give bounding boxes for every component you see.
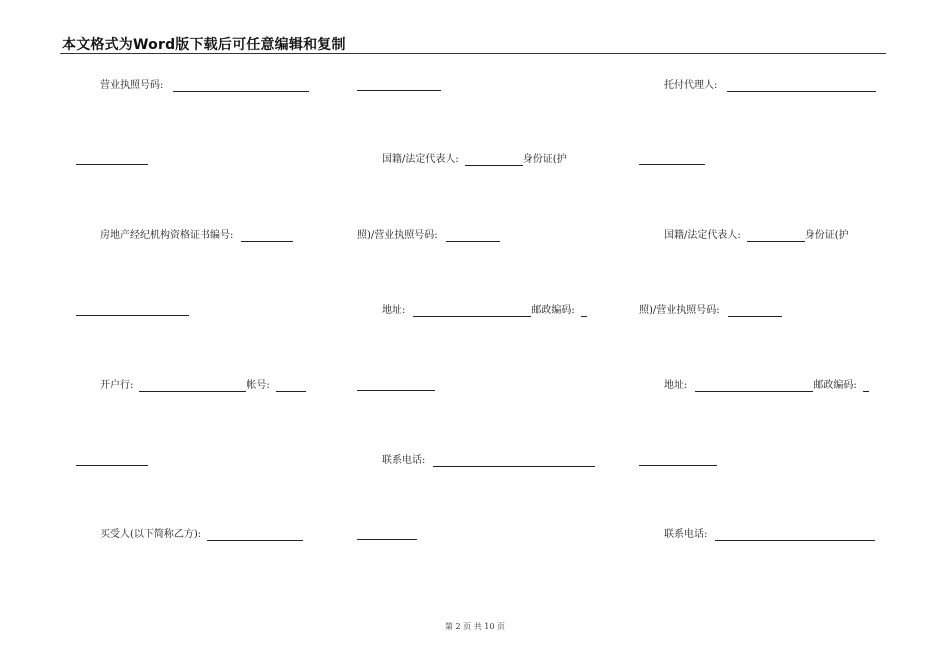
account-continuation [76,455,148,466]
col3-postcode-blank-continued[interactable] [639,455,717,466]
col2-address-blank[interactable] [413,306,531,317]
col3-id-label: 身份证(护 [804,230,849,241]
col2-id-label: 身份证(护 [522,154,567,165]
account-label: 帐号: [246,380,270,391]
license-number-continuation [76,154,148,165]
col3-phone-field [664,529,875,541]
col3-address-blank[interactable] [695,381,813,392]
agency-cert-blank-continued[interactable] [76,305,189,316]
col3-agent-blank[interactable] [727,81,876,92]
agency-cert-label: 房地产经纪机构资格证书编号: [100,230,234,241]
license-number-blank-continued[interactable] [76,154,148,165]
col3-passport-license-label: 照)/营业执照号码: [639,305,720,316]
col2-phone-field [382,455,595,467]
account-blank-continued[interactable] [76,455,148,466]
bank-account-field [100,380,306,392]
bank-label: 开户行: [100,380,134,391]
col2-phone-label: 联系电话: [382,455,426,466]
col3-phone-label: 联系电话: [664,529,708,540]
col3-address-field [664,380,869,392]
agency-cert-continuation [76,305,189,316]
bank-blank[interactable] [139,381,246,392]
col2-nationality-label: 国籍/法定代表人: [382,154,459,165]
col3-nationality-field [664,230,849,242]
license-number-label: 营业执照号码: [100,80,164,91]
agency-cert-field [100,230,293,242]
col2-postcode-continuation [357,380,435,391]
document-header-title: 本文格式为Word版下载后可任意编辑和复制 [62,37,346,53]
license-number-blank[interactable] [173,81,309,92]
col3-postcode-continuation [639,455,717,466]
col2-passport-license-label: 照)/营业执照号码: [357,230,438,241]
col2-postcode-blank[interactable] [581,306,587,317]
col2-blank-1[interactable] [357,80,441,91]
col3-agent-continuation [639,154,705,165]
col3-phone-blank[interactable] [715,530,875,541]
col3-nationality-blank[interactable] [747,231,805,242]
col2-nationality-blank[interactable] [465,155,523,166]
col2-postcode-blank-continued[interactable] [357,380,435,391]
col2-nationality-field [382,154,567,166]
col3-nationality-label: 国籍/法定代表人: [664,230,741,241]
buyer-field [100,529,303,541]
col3-passport-license-blank[interactable] [728,306,782,317]
col2-passport-license-field [357,230,500,242]
page-footer [0,621,950,632]
col3-passport-license-field [639,305,782,317]
col3-agent-field [664,80,876,92]
header-divider [60,53,886,54]
account-blank[interactable] [276,381,306,392]
col3-agent-label: 托付代理人: [664,80,718,91]
license-number-field [100,80,309,92]
buyer-blank[interactable] [207,530,303,541]
col3-postcode-label: 邮政编码: [813,380,857,391]
col2-phone-blank[interactable] [433,456,595,467]
col2-address-field [382,305,587,317]
col2-postcode-label: 邮政编码: [531,305,575,316]
col2-address-label: 地址: [382,305,406,316]
agency-cert-blank[interactable] [241,231,293,242]
col2-passport-license-blank[interactable] [446,231,500,242]
col2-phone-blank-continued[interactable] [357,529,417,540]
page-number: 第 2 页 共 10 页 [445,622,505,631]
col2-continuation-1 [357,80,441,91]
col3-agent-blank-continued[interactable] [639,154,705,165]
col2-phone-continuation [357,529,417,540]
buyer-label: 买受人(以下简称乙方): [100,529,202,540]
col3-address-label: 地址: [664,380,688,391]
col3-postcode-blank[interactable] [863,381,869,392]
